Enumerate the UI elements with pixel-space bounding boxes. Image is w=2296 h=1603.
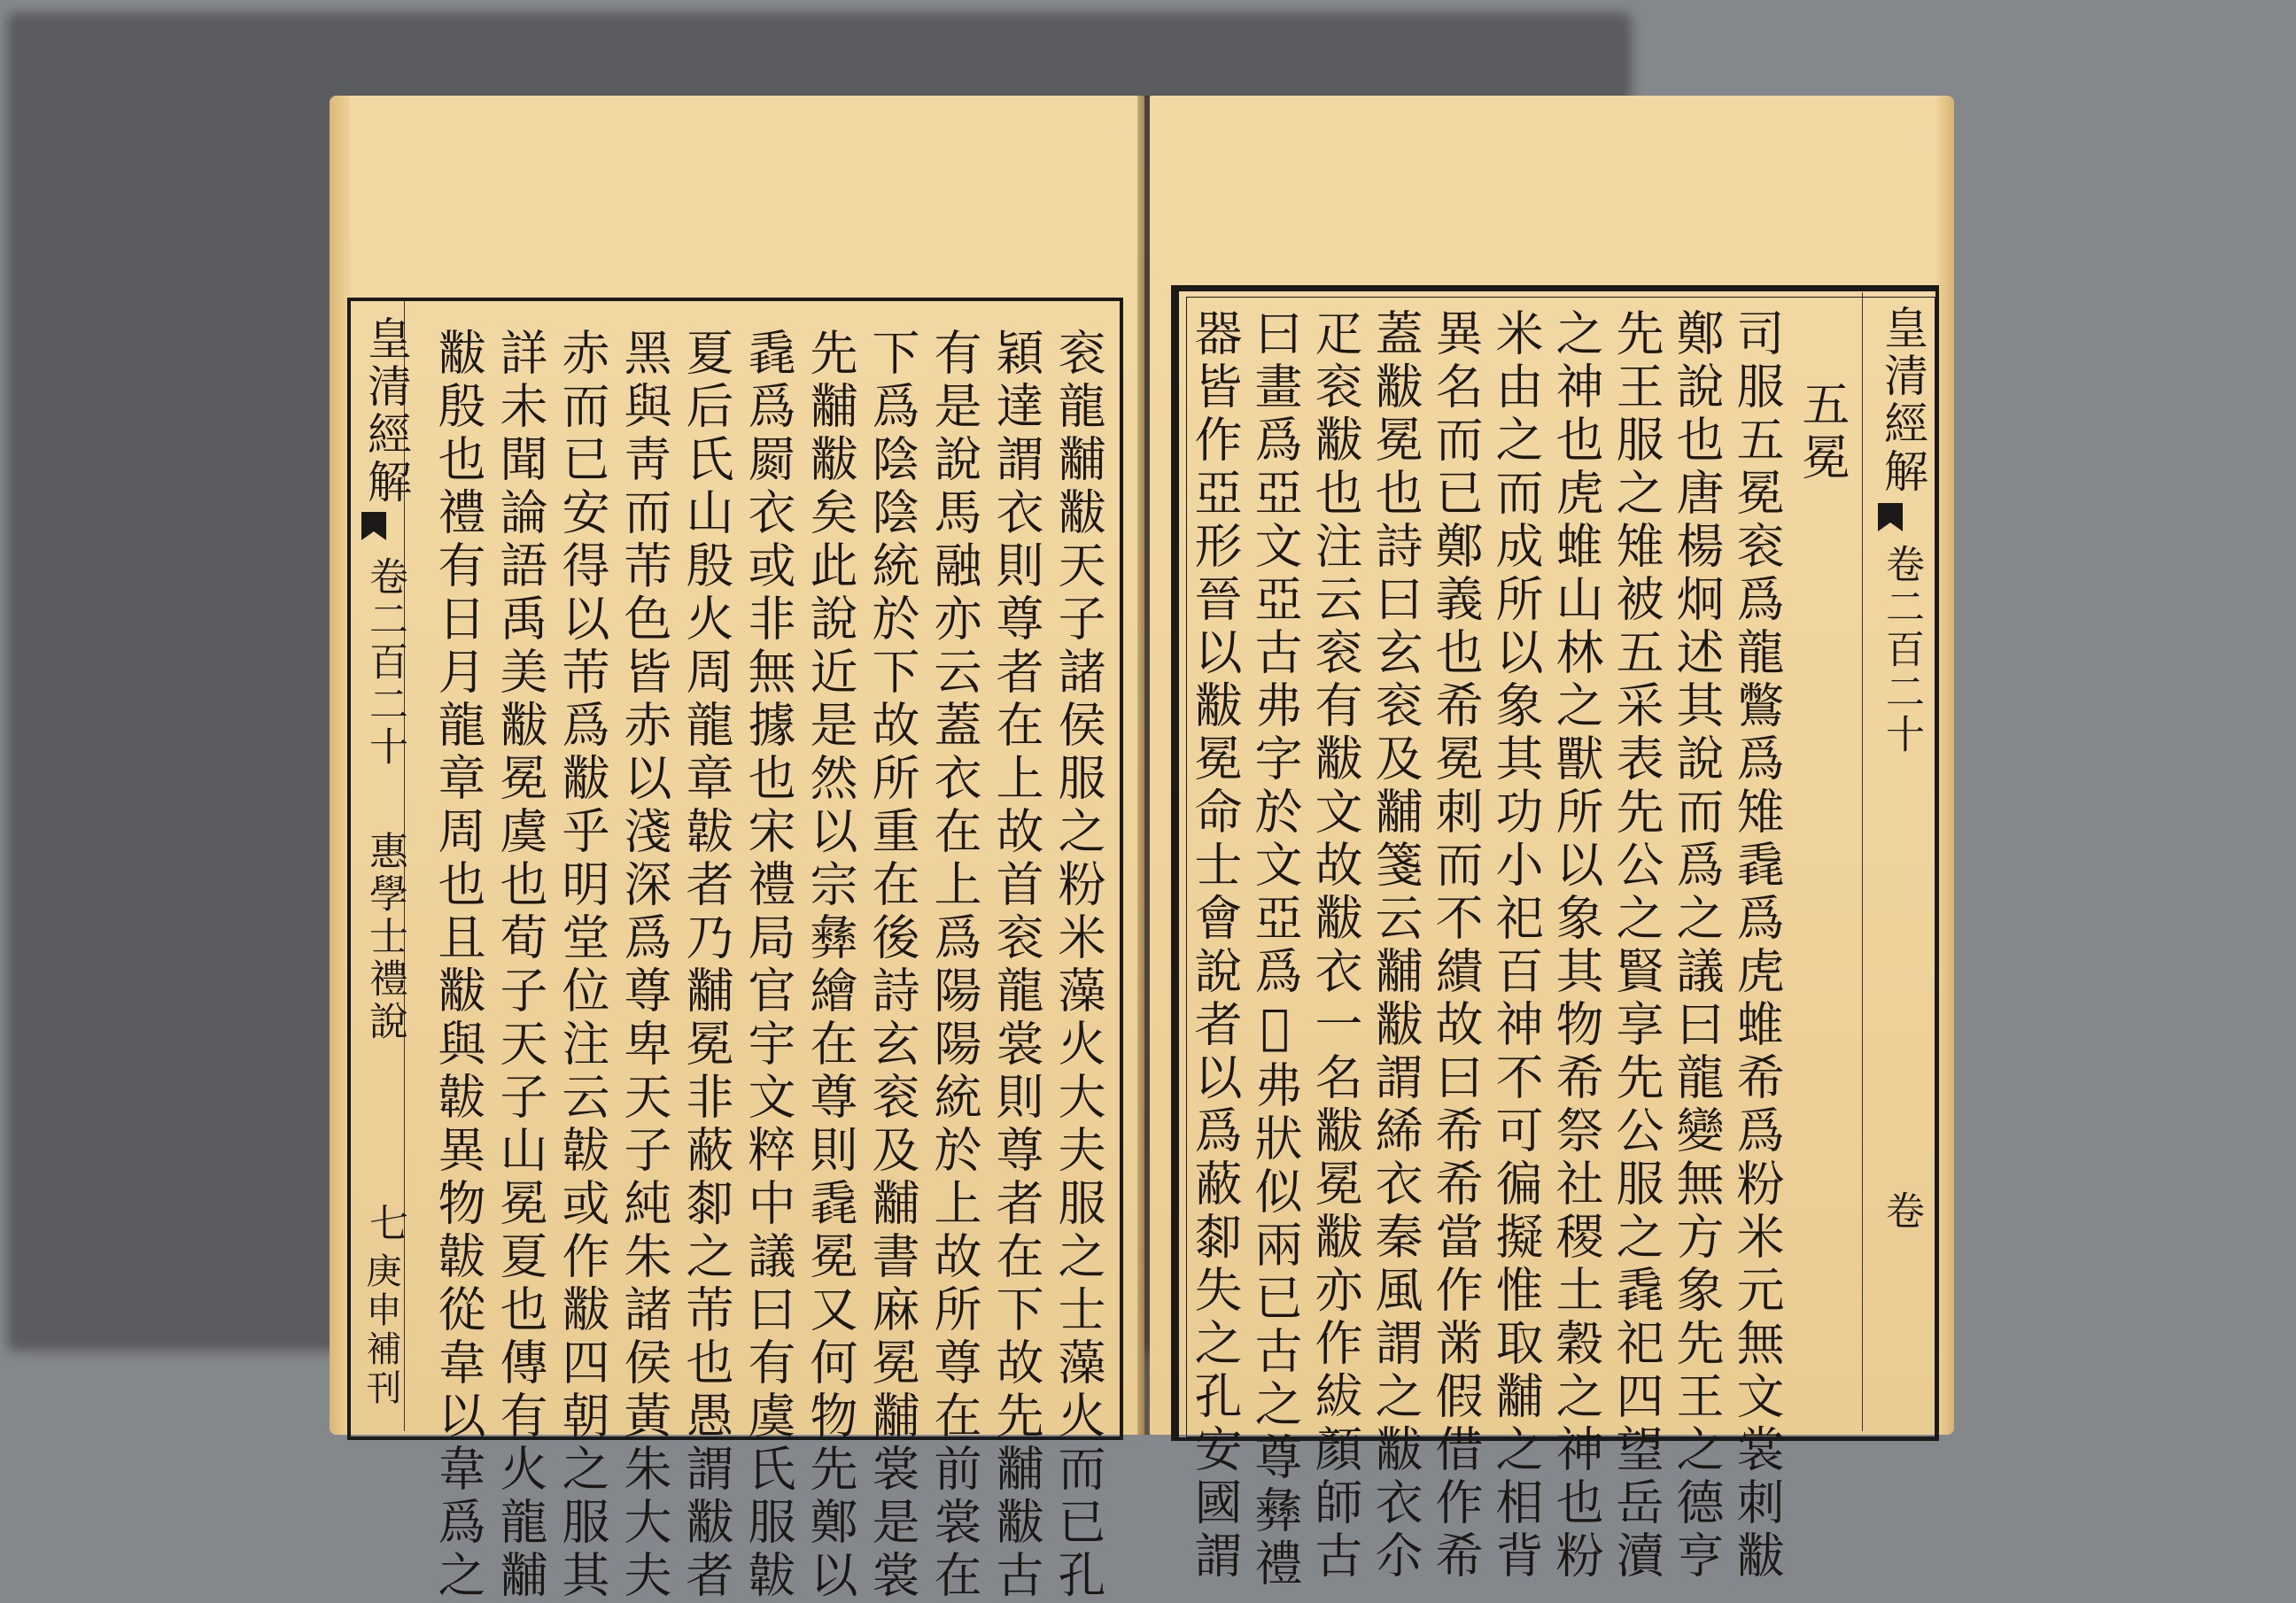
text-column: 疋衮黻也注云衮有黻文故黻衣一名黻冕黻亦作紱顏師古 [1307,308,1363,1584]
text-column: 穎達謂衣則尊者在上故首衮龍裳則尊者在下故先黼黻古 [989,328,1044,1603]
text-column: 先黼黻矣此說近是然以宗彝繪在尊則毳冕又何物先鄭以 [803,328,858,1603]
section-heading: 五冕 [1795,379,1850,485]
text-column: 先王服之雉被五采表先公之賢享先公服之毳祀四望岳瀆 [1609,308,1664,1584]
spine-title: 皇清經解 [1877,305,1928,496]
text-column: 異名而已鄭義也希冕刺而不繢故曰希希當作黹假借作希 [1428,308,1484,1584]
text-column: 蓋黻冕也詩曰玄衮及黼箋云黼黻謂絺衣秦風謂之黻衣尒 [1368,308,1423,1584]
spine-mark: 卷 [1879,1190,1924,1233]
right-page-edge [1936,96,1954,1435]
text-column: 有是說馬融亦云蓋衣在上爲陽陽統於上故所尊在前裳在 [927,328,982,1603]
text-column: 黑與靑而芾色皆赤以淺深爲尊卑天子純朱諸侯黃朱大夫 [617,328,672,1603]
text-column: 司服五冕衮爲龍鷩爲雉毳爲虎蜼希爲粉米元無文裳刺黻 [1729,308,1785,1584]
spine-rule [1862,292,1863,1431]
spine-author-work: 惠學士禮說 [362,831,407,1043]
open-book [330,96,1954,1603]
text-column: 毳爲罽衣或非無據也宋禮局官宇文粹中議曰有虞氏服韍 [741,328,796,1603]
fishtail-mark [361,512,386,531]
spine-edition: 庚申補刊 [361,1252,401,1408]
text-column: 赤而已安得以芾爲黻乎明堂位注云韍或作黻四朝之服其 [555,328,610,1603]
text-column: 衮龍黼黻天子諸侯服之粉米藻火大夫服之士藻火而已孔 [1051,328,1106,1603]
text-column: 米由之而成所以象其功小祀百神不可徧擬惟取黼之相背 [1488,308,1544,1584]
text-column: 夏后氏山殷火周龍章韍者乃黼冕非蔽厀之芾也愚謂黻者 [679,328,734,1603]
text-column: 之神也虎蜼山林之獸所以象其物希祭社稷土穀之神也粉 [1548,308,1604,1584]
spine-title: 皇清經解 [361,315,412,507]
text-column: 鄭說也唐楊炯述其說而爲之議曰龍變無方象先王之德亨 [1669,308,1725,1584]
text-column: 黻殷也禮有日月龍章周也且黻與韍異物韍從韋以韋爲之 [430,328,486,1603]
text-column: 詳未聞論語禹美黻冕虞也荀子天子山冕夏也傳有火龍黼 [493,328,548,1603]
left-page [330,96,1144,1603]
fishtail-mark [1878,503,1903,523]
spine-page-number: 七 [362,1203,407,1245]
right-page [1150,96,1954,1591]
text-column: 下爲陰陰統於下故所重在後詩玄衮及黼書麻冕黼裳是裳 [865,328,920,1603]
text-column: 器皆作亞形晉以黻冕命士會說者以爲蔽厀失之孔安國謂 [1187,308,1243,1584]
spine-juan: 卷二百二十 [1879,544,1924,756]
spine-juan: 卷二百二十 [362,556,407,769]
text-column: 曰畫爲亞文亞古弗字於文亞爲𢀻弗狀似兩已古之尊彝禮 [1247,308,1303,1591]
